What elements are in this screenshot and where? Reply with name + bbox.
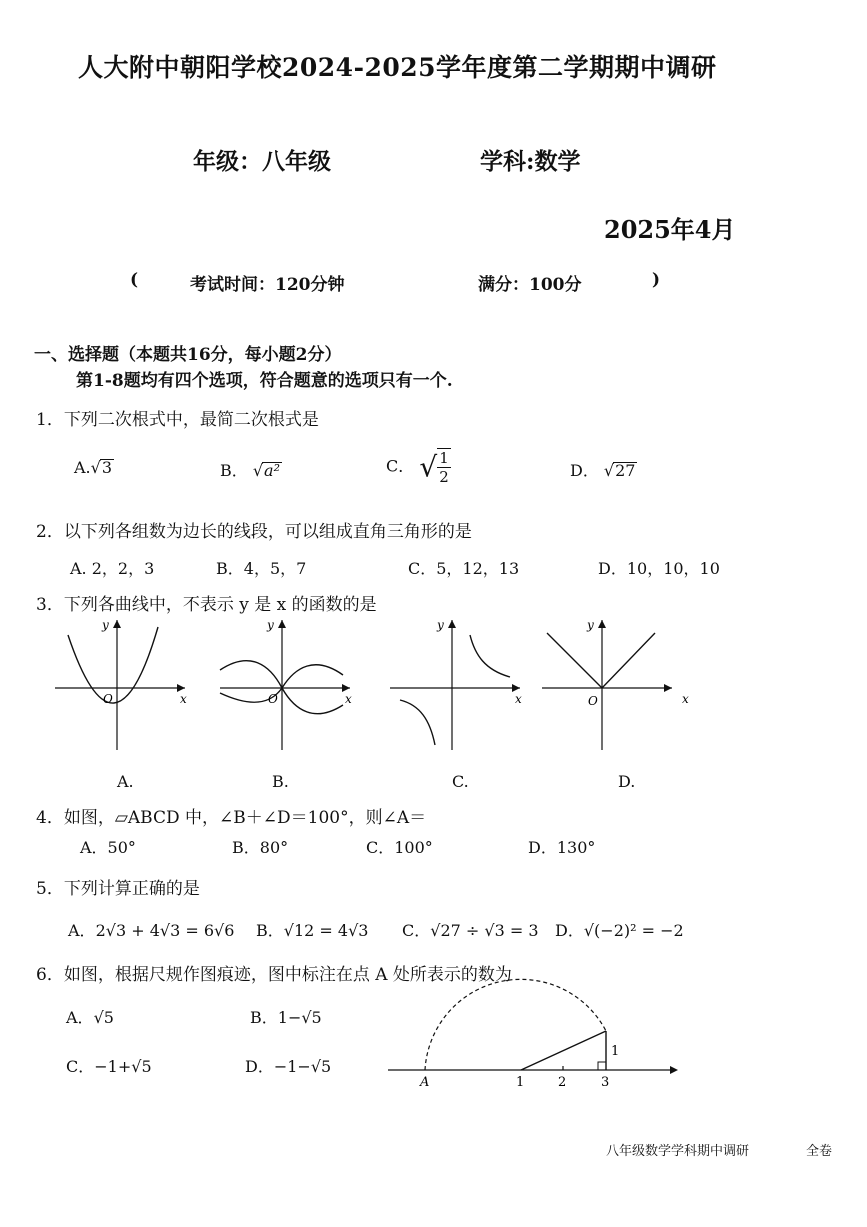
q6-figure bbox=[388, 965, 688, 1095]
full-score: 满分：100分 bbox=[478, 275, 582, 295]
q4-option-b: B．80° bbox=[232, 838, 289, 857]
q4-option-c: C．100° bbox=[366, 838, 433, 857]
q3-b-x-label: x bbox=[345, 692, 352, 706]
q2-stem: 2．以下列各组数为边长的线段，可以组成直角三角形的是 bbox=[36, 522, 472, 542]
q6-tick-1: 1 bbox=[516, 1075, 525, 1090]
q4-option-a: A．50° bbox=[80, 838, 136, 857]
q1-option-b: B． √a² bbox=[220, 461, 280, 480]
q3-caption-c: C. bbox=[452, 772, 469, 791]
exam-title: 人大附中朝阳学校2024-2025学年度第二学期期中调研 bbox=[78, 53, 717, 82]
q3-graph-c bbox=[385, 615, 535, 755]
q6-tick-2: 2 bbox=[558, 1075, 567, 1090]
q6-option-d: D．−1−√5 bbox=[245, 1057, 332, 1076]
q4-stem: 4．如图，▱ABCD 中，∠B＋∠D＝100°，则∠A＝ bbox=[36, 808, 427, 828]
q3-graph-b bbox=[215, 615, 365, 755]
open-paren: ( bbox=[130, 270, 139, 290]
q6-side-label: 1 bbox=[611, 1044, 620, 1059]
grade-label: 年级：八年级 bbox=[193, 148, 331, 175]
q5-option-c: C．√27 ÷ √3 = 3 bbox=[402, 921, 539, 940]
close-paren: ) bbox=[652, 270, 661, 290]
q5-option-d: D．√(−2)² = −2 bbox=[555, 921, 684, 940]
q3-caption-d: D. bbox=[618, 772, 636, 791]
footer-left: 八年级数学学科期中调研 bbox=[606, 1144, 750, 1159]
q3-d-y-label: y bbox=[587, 618, 594, 632]
q3-b-y-label: y bbox=[267, 618, 274, 632]
q3-graph-d bbox=[537, 615, 687, 755]
q3-d-origin: O bbox=[588, 694, 598, 708]
q6-option-b: B．1−√5 bbox=[250, 1008, 322, 1027]
q3-a-origin: O bbox=[103, 692, 113, 706]
section-instruction: 第1-8题均有四个选项，符合题意的选项只有一个. bbox=[76, 371, 453, 391]
q3-c-x-label: x bbox=[515, 692, 522, 706]
q6-stem: 6．如图，根据尺规作图痕迹，图中标注在点 A 处所表示的数为 bbox=[36, 965, 512, 985]
q3-graph-a bbox=[50, 615, 200, 755]
q3-c-y-label: y bbox=[437, 618, 444, 632]
footer-right: 全卷 bbox=[806, 1144, 833, 1159]
q2-option-a: A. 2，2，3 bbox=[70, 559, 155, 578]
q1-option-d: D． √27 bbox=[570, 461, 636, 480]
q5-option-a: A．2√3 + 4√3 = 6√6 bbox=[68, 921, 235, 940]
q3-a-y-label: y bbox=[102, 618, 109, 632]
q2-option-b: B．4，5，7 bbox=[216, 559, 307, 578]
q2-option-d: D．10，10，10 bbox=[598, 559, 720, 578]
q6-tick-3: 3 bbox=[601, 1075, 610, 1090]
q6-option-c: C．−1+√5 bbox=[66, 1057, 152, 1076]
q5-option-b: B．√12 = 4√3 bbox=[256, 921, 369, 940]
section-title: 一、选择题（本题共16分，每小题2分） bbox=[34, 345, 342, 365]
q3-caption-a: A. bbox=[117, 772, 134, 791]
q1-stem: 1．下列二次根式中，最简二次根式是 bbox=[36, 410, 319, 430]
q3-caption-b: B. bbox=[272, 772, 289, 791]
q3-a-x-label: x bbox=[180, 692, 187, 706]
q3-b-origin: O bbox=[268, 692, 278, 706]
q3-d-x-label: x bbox=[682, 692, 689, 706]
q6-point-a-label: A bbox=[420, 1075, 430, 1090]
q2-option-c: C．5，12，13 bbox=[408, 559, 520, 578]
q6-option-a: A．√5 bbox=[66, 1008, 114, 1027]
q4-option-d: D．130° bbox=[528, 838, 596, 857]
q1-option-a: A.√3 bbox=[74, 458, 113, 477]
exam-time: 考试时间：120分钟 bbox=[190, 275, 345, 295]
q1-option-c: C． √ $\frac{1}{2}$ bbox=[386, 449, 449, 486]
q5-stem: 5．下列计算正确的是 bbox=[36, 879, 200, 899]
subject-label: 学科:数学 bbox=[480, 148, 581, 175]
exam-date: 2025年4月 bbox=[604, 215, 736, 244]
q3-stem: 3．下列各曲线中，不表示 y 是 x 的函数的是 bbox=[36, 595, 377, 615]
